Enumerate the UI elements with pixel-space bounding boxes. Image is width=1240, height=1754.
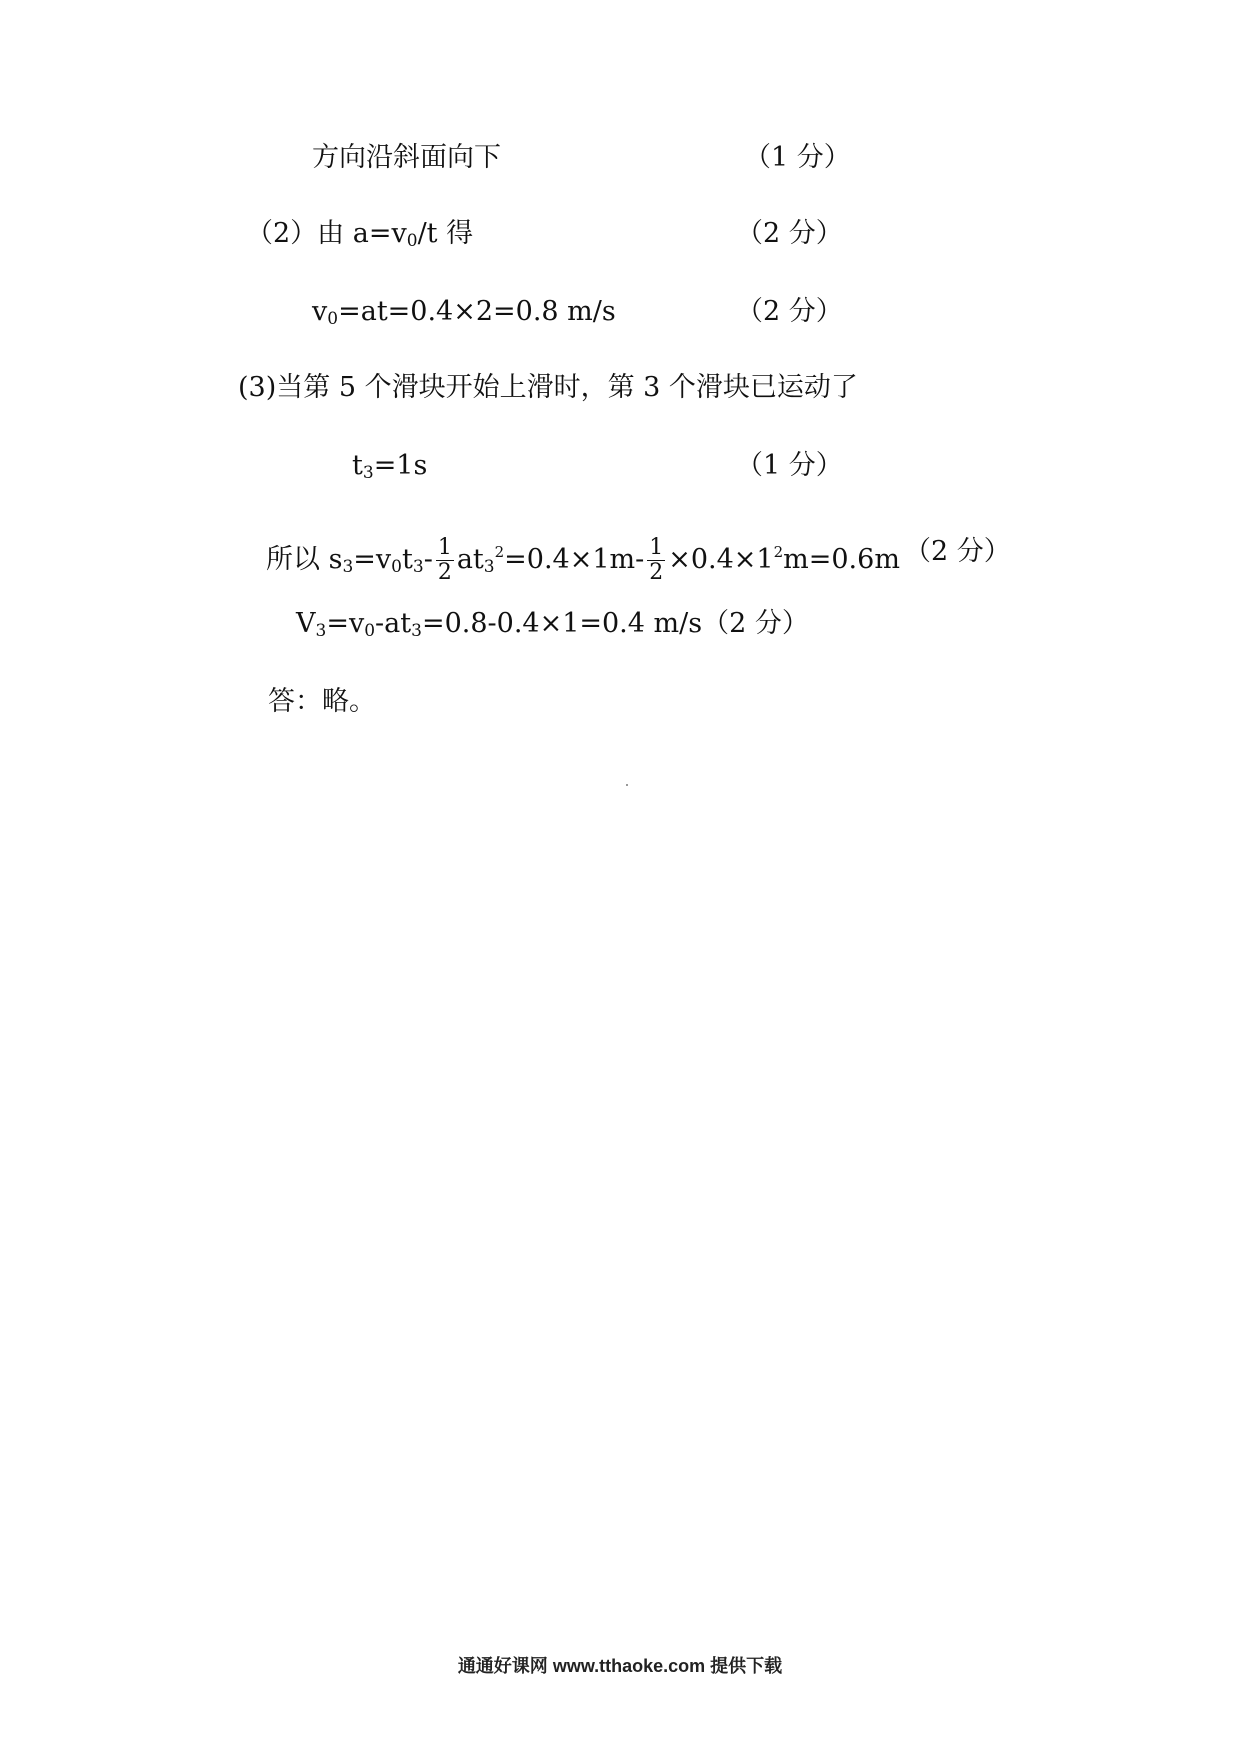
score-line5: （1 分） <box>736 450 843 481</box>
line-part3-intro: (3)当第 5 个滑块开始上滑时，第 3 个滑块已运动了 <box>238 372 858 403</box>
line-direction <box>312 138 501 178</box>
line-v0-calc: $v_0=at=0.4\times 2=0.8$ m/s <box>312 296 616 329</box>
score-line1: （1 分） <box>744 142 851 173</box>
fraction-half-2: $\frac{1}{2}$ <box>649 535 664 585</box>
score-line6: （2 分） <box>904 536 1011 567</box>
line-part2-formula: （2）由 $a=v_0/t$ 得 <box>246 218 474 251</box>
score-line3: （2 分） <box>736 296 843 327</box>
fraction-half-1: $\frac{1}{2}$ <box>437 535 452 585</box>
footer-source: 通通好课网 www.tthaoke.com 提供下载 <box>457 1656 783 1676</box>
line-v3-calc: $V_3=v_0-at_3=0.8-0.4\times 1=0.4$ m/s（2 分） <box>296 608 809 641</box>
score-line2: （2 分） <box>736 218 843 249</box>
line-t3: $t_3=1s$ <box>352 450 428 483</box>
line-answer: 答：略。 <box>268 686 376 717</box>
stray-dot <box>626 784 628 786</box>
direction-text: 方向沿斜面向下 <box>312 142 501 173</box>
line-s3-calc: 所以 $s_3=v_0t_3-$ $\frac{1}{2}$ $at_3^2=0.4\times 1m-$ $\frac{1}{2}$ $\times 0.4\times 1^2m=0.6m$ <box>266 535 900 585</box>
